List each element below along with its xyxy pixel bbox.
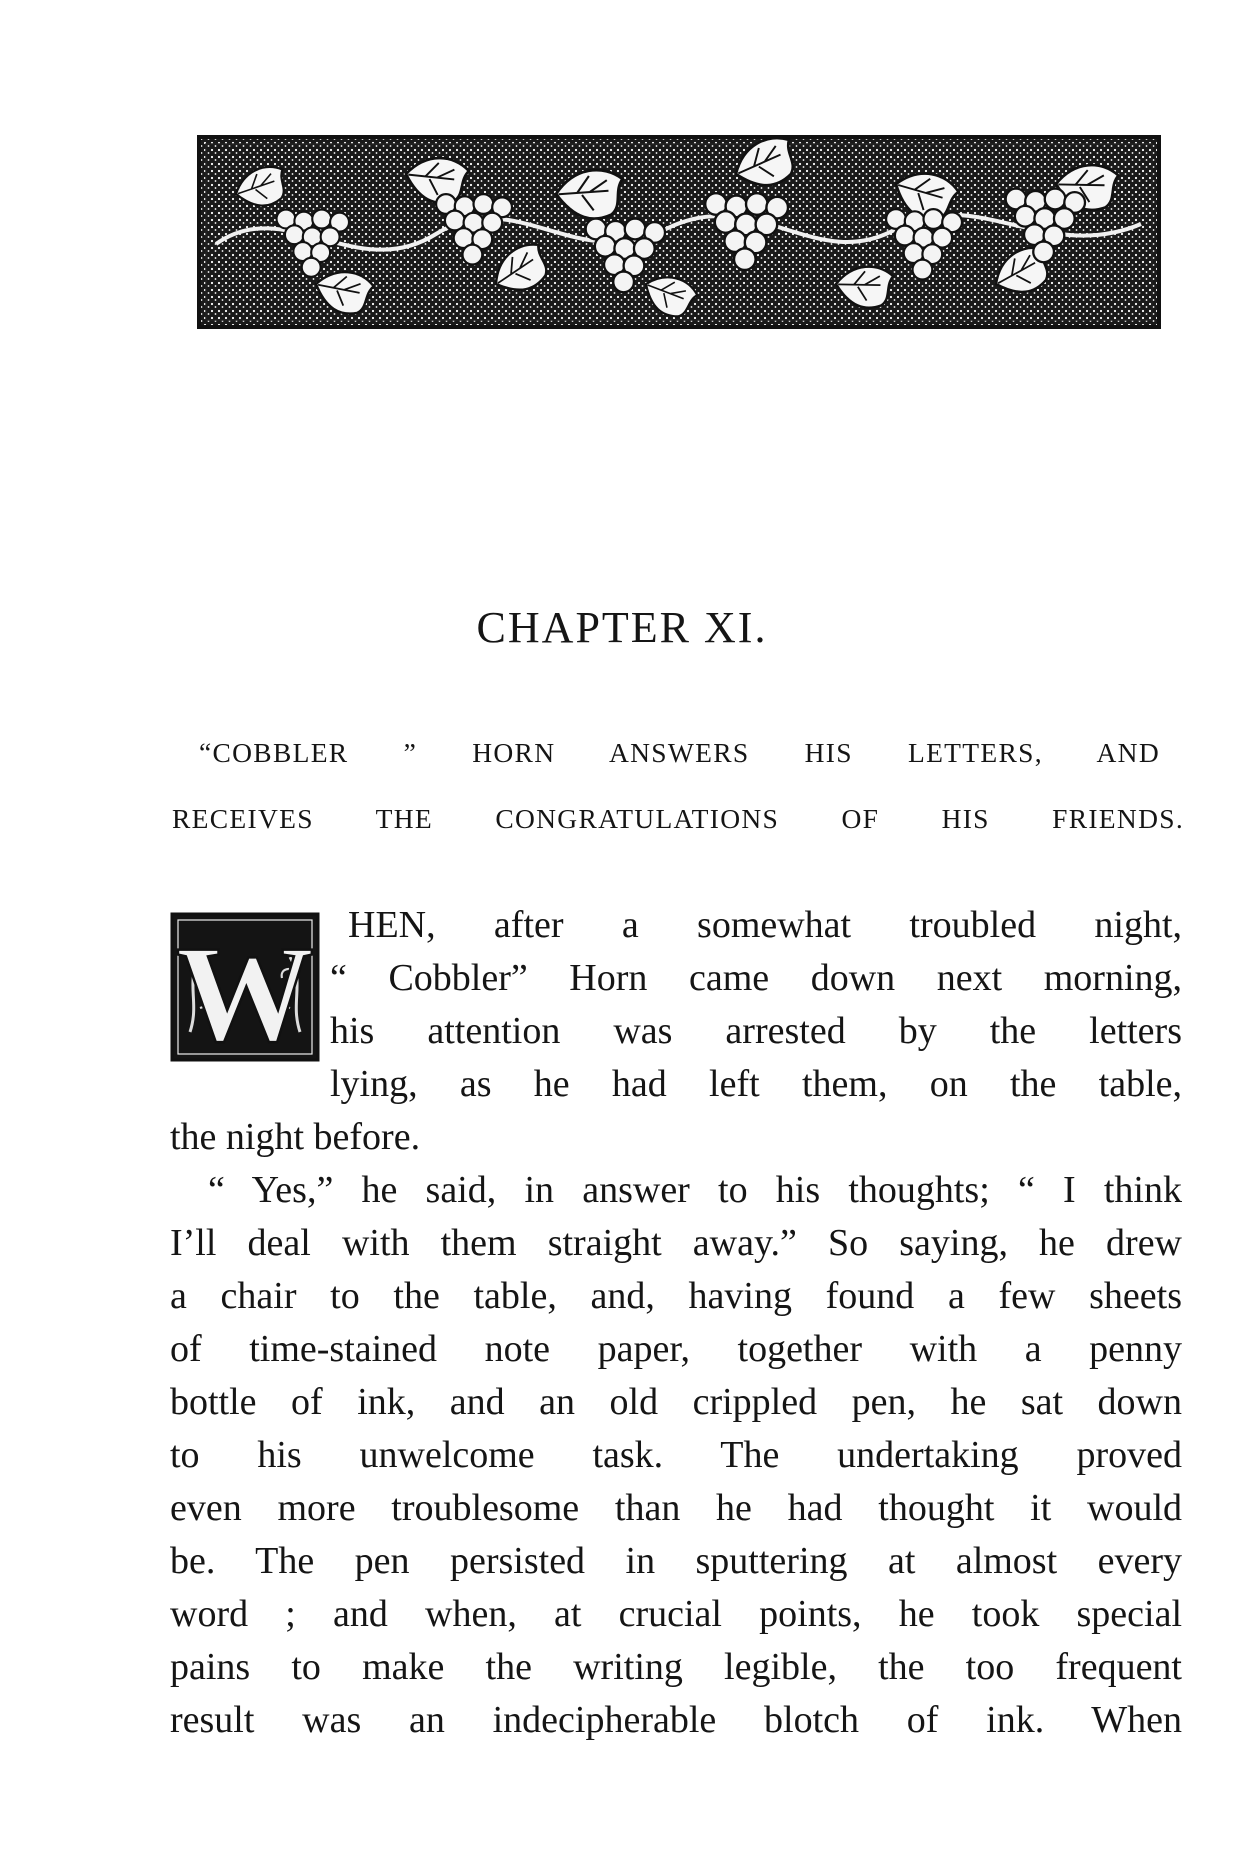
chapter-title: CHAPTER XI. <box>476 603 768 652</box>
body-line-9: of time-stained note paper, together with a penny <box>170 1328 1182 1370</box>
grape-vine-ornament <box>196 134 1162 330</box>
chapter-subtitle-line-2: RECEIVES THE CONGRATULATIONS OF HIS FRIENDS. <box>172 803 1184 834</box>
body-line-16: result was an indecipherable blotch of ink. When <box>170 1699 1182 1741</box>
grape-vine-ornament-image <box>196 134 1162 330</box>
body-line-13: be. The pen persisted in sputtering at almost every <box>170 1540 1182 1582</box>
body-line-4: lying, as he had left them, on the table, <box>330 1063 1182 1105</box>
body-line-2: “ Cobbler” Horn came down next morning, <box>330 957 1182 999</box>
drop-cap-ornament <box>170 912 320 1062</box>
body-line-3: his attention was arrested by the letters <box>330 1010 1182 1052</box>
chapter-subtitle-line-1: “COBBLER ” HORN ANSWERS HIS LETTERS, AND <box>199 737 1160 768</box>
drop-cap <box>170 912 320 1062</box>
body-line-10: bottle of ink, and an old crippled pen, he sat down <box>170 1381 1182 1423</box>
body-line-6: “ Yes,” he said, in answer to his thoughts; “ I think <box>208 1169 1182 1211</box>
body-line-11: to his unwelcome task. The undertaking proved <box>170 1434 1182 1476</box>
body-line-1: HEN, after a somewhat troubled night, <box>348 904 1182 946</box>
body-line-7: I’ll deal with them straight away.” So saying, he drew <box>170 1222 1182 1264</box>
body-line-15: pains to make the writing legible, the too frequent <box>170 1646 1182 1688</box>
body-line-8: a chair to the table, and, having found a few sheets <box>170 1275 1182 1317</box>
body-line-14: word ; and when, at crucial points, he took special <box>170 1593 1182 1635</box>
body-line-5: the night before. <box>170 1116 421 1158</box>
drop-cap-letter: W <box>176 917 314 1062</box>
body-line-12: even more troublesome than he had thought it would <box>170 1487 1182 1529</box>
